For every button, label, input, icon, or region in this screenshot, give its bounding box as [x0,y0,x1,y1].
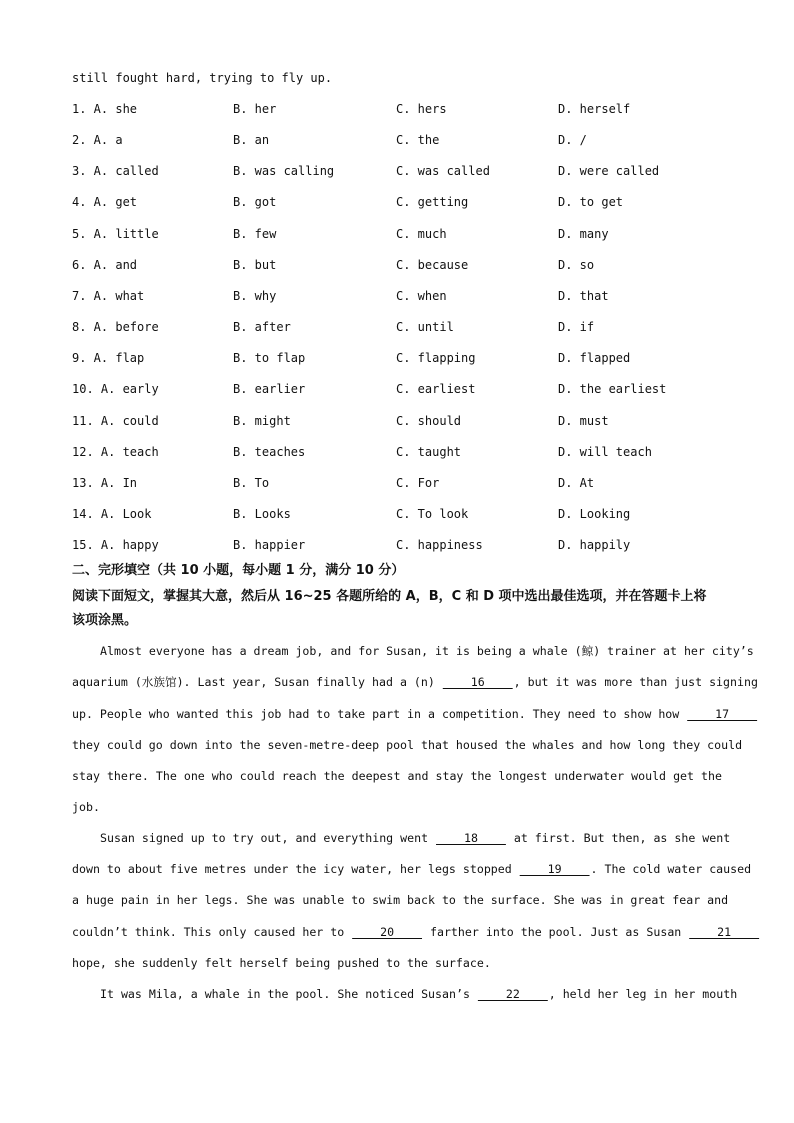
text-segment: couldn’t think. This only caused her to [72,925,352,939]
option-c: C. should [396,413,462,428]
option-d: D. / [558,133,587,148]
passage-p1-line-2 [72,674,758,690]
option-a: 1. A. she [72,102,138,116]
option-b: B. to flap [233,351,306,366]
option-b: B. after [233,320,291,334]
option-a: 14. A. Look [72,506,152,521]
passage-p1-line-4: they could go down into the seven-metre-deep pool that housed the whales and how long they could [72,738,743,752]
option-d: D. that [558,288,609,303]
text-segment: It was Mila, a whale in the pool. She noticed Susan’s [100,987,477,1001]
option-b: B. why [233,288,277,303]
passage-p1-line-6: job. [72,800,100,814]
option-c: C. when [396,288,447,303]
passage-p2-line-3: a huge pain in her legs. She was unable to swim back to the surface. She was in great fear and [72,893,729,907]
option-d: D. many [558,226,609,241]
blank-22: ____22____ [477,987,548,1001]
option-b: B. Looks [233,506,291,521]
option-b: B. an [233,133,270,148]
option-b: B. happier [233,538,306,553]
option-d: D. will teach [558,444,652,459]
option-a: 4. A. get [72,195,138,210]
option-a: 12. A. teach [72,444,159,459]
option-a: 6. A. and [72,257,138,272]
option-c: C. flapping [396,351,476,366]
option-a: 9. A. flap [72,351,145,366]
option-a: 7. A. what [72,288,145,303]
option-a: 8. A. before [72,320,159,334]
blank-20: ____20____ [352,925,423,939]
section-heading: 二、完形填空（共 10 小题，每小题 1 分，满分 10 分） [72,563,405,578]
passage-p1-line-5: stay there. The one who could reach the deepest and stay the longest underwater would get the [72,769,722,783]
blank-17: ____17____ [687,707,758,721]
option-d: D. to get [558,195,624,210]
option-d: D. flapped [558,351,631,366]
option-c: C. For [396,475,440,490]
option-c: C. the [396,133,440,148]
option-d: D. herself [558,102,631,116]
option-b: B. teaches [233,444,306,459]
text-segment: down to about five metres under the icy water, her legs stopped [72,862,519,876]
passage-p2-line-5: hope, she suddenly felt herself being pushed to the surface. [72,956,491,970]
text-segment: , held her leg in her mouth [548,987,738,1001]
option-d: D. happily [558,538,631,553]
option-b: B. was calling [233,164,335,179]
text-segment: at first. But then, as she went [506,831,731,845]
blank-16: ____16____ [442,675,513,689]
intro-tail: still fought hard, trying to fly up. [72,71,333,85]
option-c: C. earliest [396,382,476,397]
option-b: B. earlier [233,382,306,397]
option-c: C. because [396,257,469,272]
passage-p3-line-1 [100,986,738,1002]
option-d: D. so [558,257,595,272]
option-b: B. might [233,413,291,428]
option-d: D. Looking [558,506,631,521]
option-c: C. getting [396,195,469,210]
option-d: D. At [558,475,595,490]
option-c: C. much [396,226,447,241]
option-b: B. few [233,226,277,241]
passage-p1-line-1: Almost everyone has a dream job, and for Susan, it is being a whale (鲸) trainer at her city’s [100,644,754,658]
passage-p2-line-1 [100,830,731,846]
option-b: B. got [233,195,277,210]
option-a: 11. A. could [72,413,159,428]
option-c: C. To look [396,506,469,521]
blank-18: ____18____ [436,831,506,845]
option-a: 2. A. a [72,133,123,148]
section-instruction-2: 该项涂黑。 [72,613,138,628]
option-c: C. was called [396,164,490,179]
option-d: D. were called [558,164,660,179]
text-segment: , but it was more than just signing [513,675,758,689]
text-segment: up. People who wanted this job had to take part in a competition. They need to show how [72,707,687,721]
option-c: C. hers [396,102,447,116]
option-c: C. taught [396,444,462,459]
option-a: 5. A. little [72,226,159,241]
option-a: 15. A. happy [72,538,159,553]
option-a: 3. A. called [72,164,159,179]
passage-p2-line-4 [72,924,760,940]
option-b: B. To [233,475,270,490]
option-d: D. if [558,320,595,334]
blank-21: ____21____ [689,925,760,939]
text-segment: aquarium (水族馆). Last year, Susan finally had a (n) [72,675,442,689]
option-a: 13. A. In [72,475,138,490]
section-instruction-1: 阅读下面短文，掌握其大意，然后从 16~25 各题所给的 A，B，C 和 D 项中选出最佳选项，并在答题卡上将 [72,589,707,604]
passage-p2-line-2 [72,861,752,877]
option-a: 10. A. early [72,382,159,397]
option-c: C. until [396,320,454,334]
text-segment: farther into the pool. Just as Susan [423,925,689,939]
blank-19: ____19____ [519,862,590,876]
text-segment: . The cold water caused [590,862,752,876]
option-c: C. happiness [396,538,483,553]
text-segment: Susan signed up to try out, and everything went [100,831,436,845]
option-d: D. must [558,413,609,428]
option-b: B. but [233,257,277,272]
option-b: B. her [233,102,277,116]
option-d: D. the earliest [558,382,667,397]
passage-p1-line-3 [72,706,758,722]
